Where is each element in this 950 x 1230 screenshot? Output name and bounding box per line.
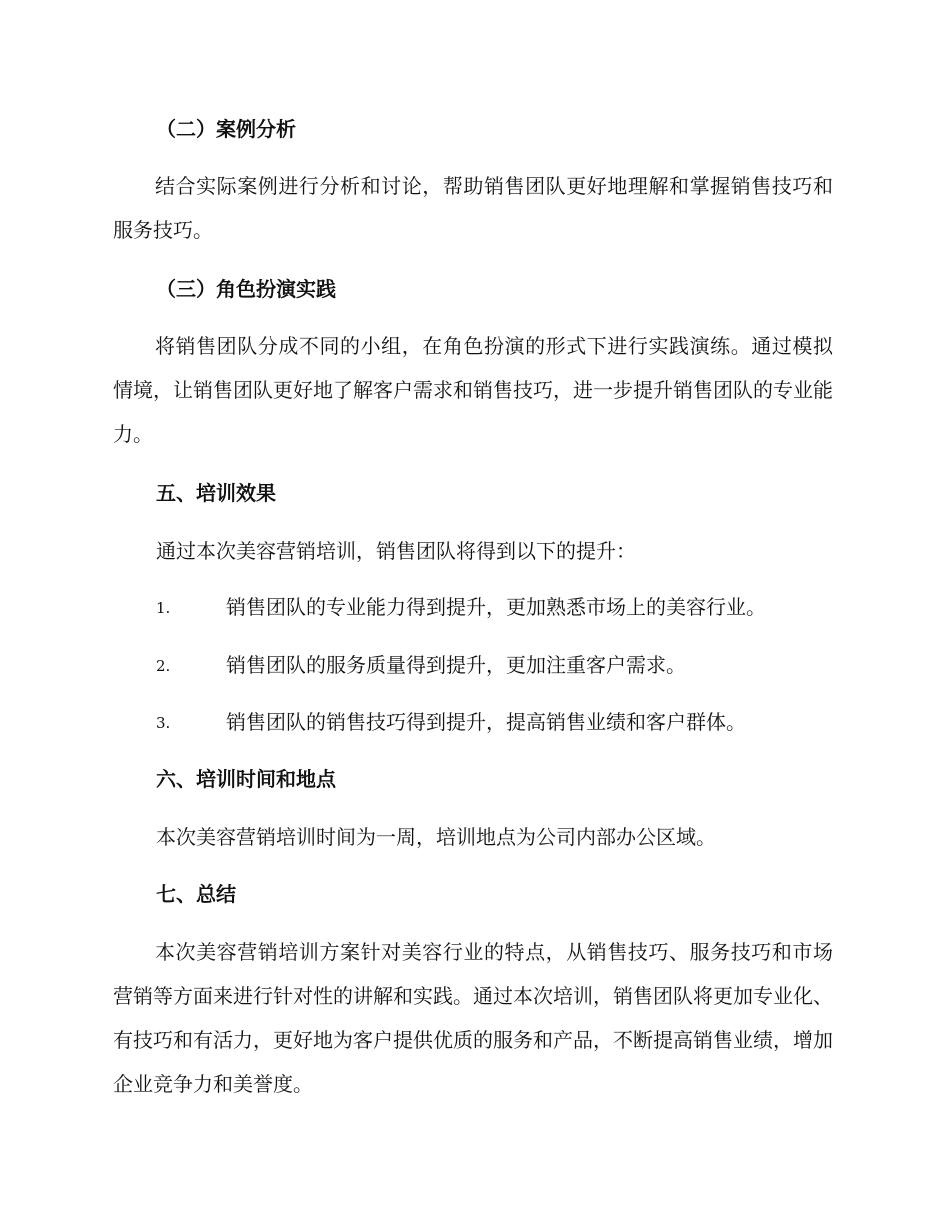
- paragraph-summary: 本次美容营销培训方案针对美容行业的特点，从销售技巧、服务技巧和市场营销等方面来进行针对性的讲解和实践。通过本次培训，销售团队将更加专业化、有技巧和有活力，更好地为客户提供优质的服务和产品，不断提高销售业绩，增加企业竞争力和美誉度。: [113, 940, 833, 1096]
- paragraph-time-place: 本次美容营销培训时间为一周，培训地点为公司内部办公区域。: [156, 825, 716, 849]
- paragraph-role-play: 将销售团队分成不同的小组，在角色扮演的形式下进行实践演练。通过模拟情境，让销售团队更好地了解客户需求和销售技巧，进一步提升销售团队的专业能力。: [113, 334, 833, 446]
- list-item-number: 3.: [156, 714, 171, 732]
- section-heading-time-place: 六、培训时间和地点: [156, 767, 336, 791]
- list-item-number: 2.: [156, 657, 171, 675]
- section-heading-case-analysis: （二）案例分析: [156, 117, 296, 141]
- paragraph-training-effect-intro: 通过本次美容营销培训，销售团队将得到以下的提升：: [156, 539, 636, 563]
- paragraph-case-analysis: 结合实际案例进行分析和讨论，帮助销售团队更好地理解和掌握销售技巧和服务技巧。: [113, 174, 833, 242]
- section-heading-role-play: （三）角色扮演实践: [156, 277, 336, 301]
- list-item-text: 销售团队的服务质量得到提升，更加注重客户需求。: [226, 653, 686, 677]
- list-item-text: 销售团队的专业能力得到提升，更加熟悉市场上的美容行业。: [226, 595, 766, 619]
- list-item-text: 销售团队的销售技巧得到提升，提高销售业绩和客户群体。: [226, 710, 746, 734]
- list-item-number: 1.: [156, 599, 171, 617]
- section-heading-training-effect: 五、培训效果: [156, 481, 276, 505]
- section-heading-summary: 七、总结: [156, 882, 236, 906]
